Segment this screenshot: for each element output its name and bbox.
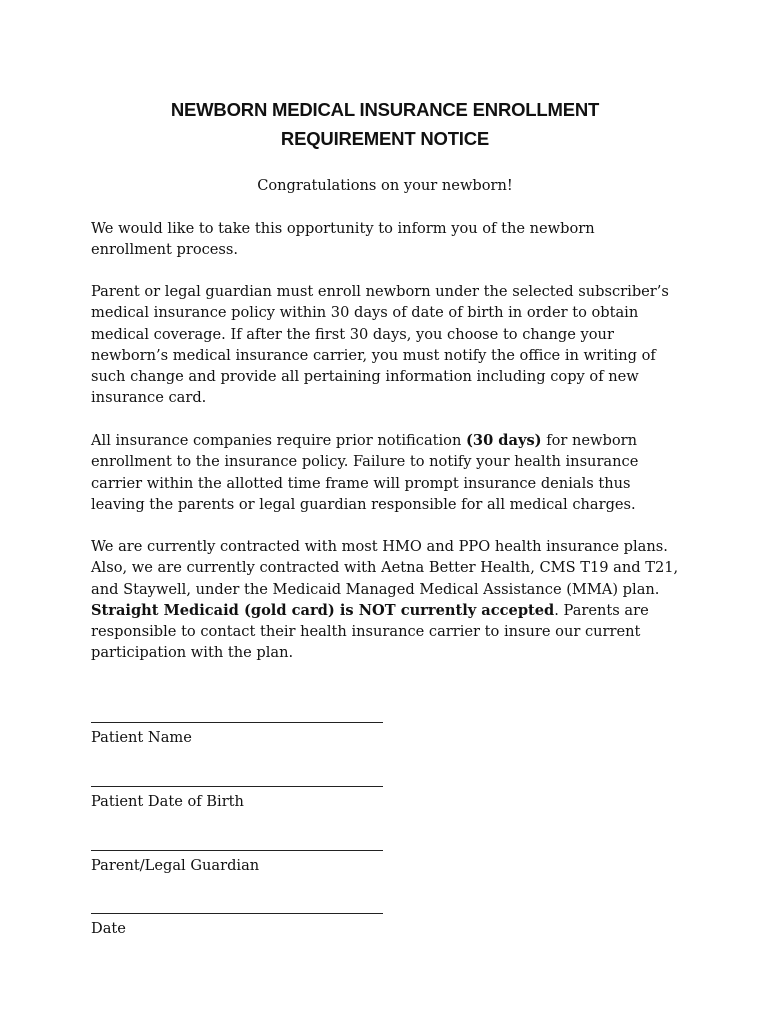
signature-field-label: Patient Name [91, 729, 192, 746]
paragraph-line: and Staywell, under the Medicaid Managed Medical Assistance (MMA) plan. [91, 580, 660, 598]
signature-line[interactable] [91, 786, 383, 787]
paragraph-line: Also, we are currently contracted with Aetna Better Health, CMS T19 and T21, [91, 559, 679, 577]
signature-line[interactable] [91, 722, 383, 723]
paragraph-line: We would like to take this opportunity to inform you of the newborn [91, 220, 595, 237]
paragraph-line: enrollment process. [91, 241, 239, 259]
paragraph-contracted-plans [91, 536, 691, 664]
text-run: All insurance companies require prior notification [91, 432, 467, 449]
paragraph-line [91, 430, 691, 451]
signature-field-parent-guardian[interactable] [91, 850, 391, 876]
paragraph-line: newborn’s medical insurance carrier, you must notify the office in writing of [91, 346, 656, 364]
paragraph-line: responsible to contact their health insurance carrier to insure our current [91, 623, 641, 641]
bold-text-30-days: (30 days) [466, 432, 542, 449]
greeting-text: Congratulations on your newborn! [257, 177, 513, 194]
paragraph-line [91, 600, 691, 621]
document-title [0, 95, 770, 153]
paragraph-line: medical coverage. If after the first 30 days, you choose to change your [91, 325, 614, 343]
paragraph-enrollment-requirement [91, 281, 691, 409]
title-line-2: REQUIREMENT NOTICE [280, 128, 490, 149]
text-run: for newborn [541, 432, 638, 449]
text-run: . Parents are [554, 601, 649, 619]
signature-field-label: Parent/Legal Guardian [91, 857, 260, 874]
paragraph-line: Parent or legal guardian must enroll newborn under the selected subscriber’s [91, 283, 669, 300]
signature-field-label: Patient Date of Birth [91, 793, 244, 810]
paragraph-intro [91, 218, 691, 261]
paragraph-line: participation with the plan. [91, 644, 294, 662]
signature-field-patient-dob[interactable] [91, 786, 391, 812]
paragraph-line: leaving the parents or legal guardian responsible for all medical charges. [91, 495, 636, 513]
bold-text-medicaid-notice: Straight Medicaid (gold card) is NOT currently accepted [91, 601, 555, 619]
paragraph-line: enrollment to the insurance policy. Failure to notify your health insurance [91, 453, 639, 471]
paragraph-line: insurance card. [91, 389, 207, 407]
paragraph-notification [91, 430, 691, 515]
signature-field-date[interactable] [91, 913, 391, 939]
paragraph-line: such change and provide all pertaining information including copy of new [91, 368, 639, 386]
paragraph-line: carrier within the allotted time frame will prompt insurance denials thus [91, 474, 631, 492]
signature-field-patient-name[interactable] [91, 722, 391, 748]
signature-field-label: Date [91, 920, 126, 937]
signature-line[interactable] [91, 913, 383, 914]
title-line-1: NEWBORN MEDICAL INSURANCE ENROLLMENT [170, 99, 600, 120]
signature-line[interactable] [91, 850, 383, 851]
paragraph-line: medical insurance policy within 30 days of date of birth in order to obtain [91, 304, 639, 322]
paragraph-line: We are currently contracted with most HMO and PPO health insurance plans. [91, 538, 668, 555]
